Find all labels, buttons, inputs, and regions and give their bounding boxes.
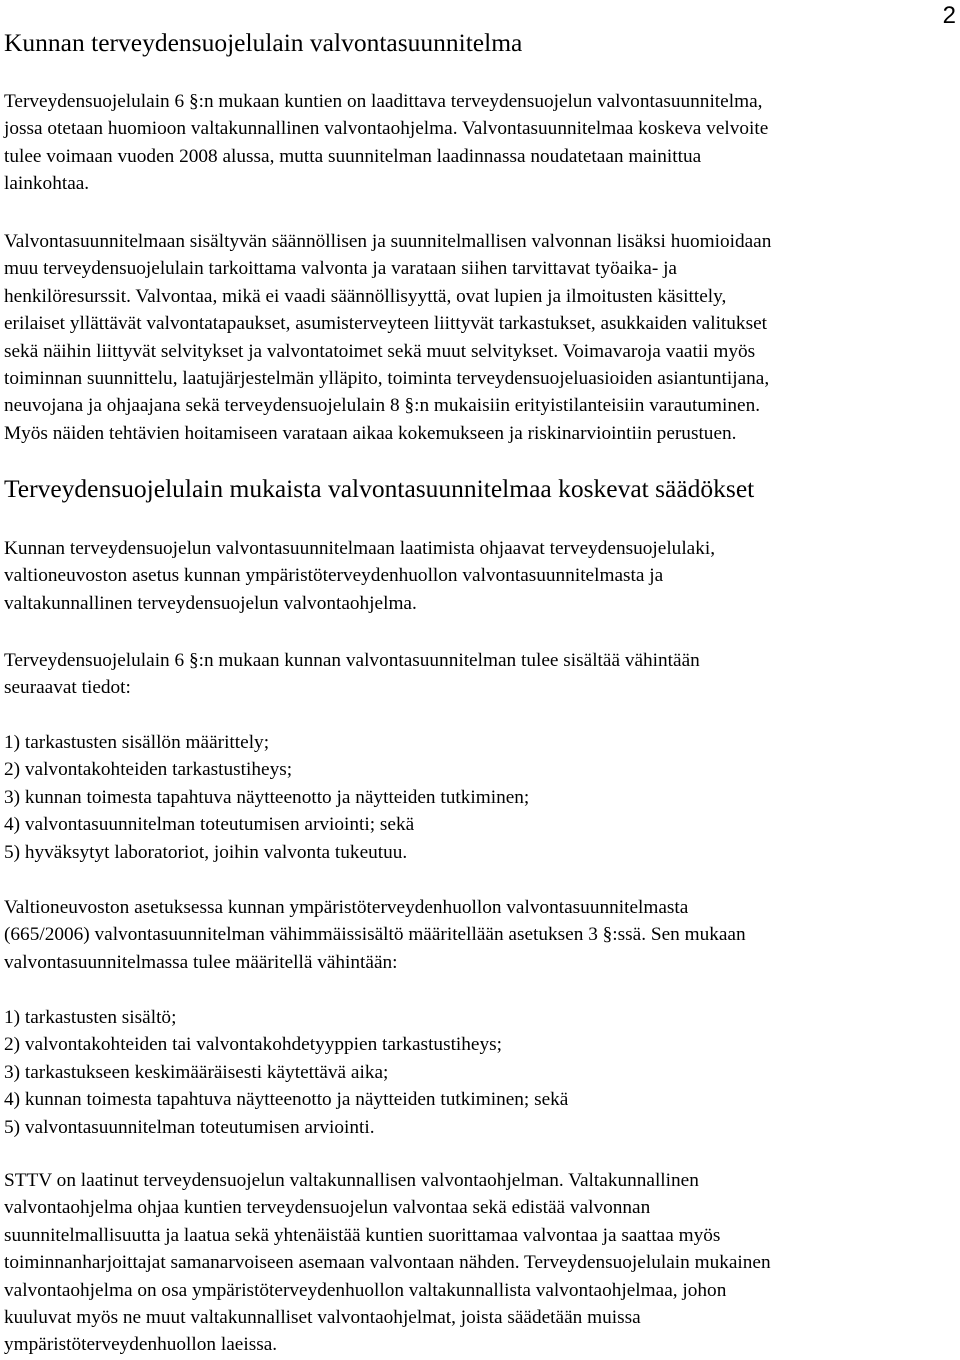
- text-line: erilaiset yllättävät valvontatapaukset, asumisterveyteen liittyvät tarkastukset, asukkaiden valitukset: [4, 313, 767, 335]
- text-line: Kunnan terveydensuojelun valvontasuunnitelmaan laatimista ohjaavat terveydensuojelulaki,: [4, 538, 716, 559]
- list-item: 1) tarkastusten sisältö;: [4, 1007, 177, 1028]
- paragraph-legislation: [4, 535, 954, 617]
- list-decree-requirements: [4, 1004, 954, 1141]
- list-item: 1) tarkastusten sisällön määrittely;: [4, 732, 270, 753]
- list-item: 5) hyväksytyt laboratoriot, joihin valvonta tukeutuu.: [4, 841, 408, 863]
- text-line: muu terveydensuojelulain tarkoittama valvonta ja varataan siihen tarvittavat työaika- ja: [4, 258, 677, 280]
- text-line: kuuluvat myös ne muut valtakunnalliset valvontaohjelmat, joista säädetään muissa: [4, 1307, 641, 1329]
- text-line: lainkohtaa.: [4, 173, 90, 195]
- paragraph-decree: [4, 894, 954, 976]
- text-line: neuvojana ja ohjaajana sekä terveydensuojelulain 8 §:n mukaisiin erityistilanteisiin varautuminen.: [4, 395, 761, 417]
- paragraph-law-requirements: [4, 647, 954, 702]
- text-line: Myös näiden tehtävien hoitamiseen varataan aikaa kokemukseen ja riskinarviointiin perustuen.: [4, 422, 737, 444]
- text-line: valtioneuvoston asetus kunnan ympäristöterveydenhuollon valvontasuunnitelmasta ja: [4, 565, 664, 587]
- text-line: sekä näihin liittyvät selvitykset ja valvontatoimet sekä muut selvitykset. Voimavaroja vaatii myös: [4, 340, 756, 362]
- paragraph-resources: [4, 228, 954, 447]
- page-number: 2: [942, 2, 956, 29]
- section-heading-valvontasuunnitelma: Kunnan terveydensuojelulain valvontasuunnitelma: [4, 28, 523, 57]
- text-line: tulee voimaan vuoden 2008 alussa, mutta suunnitelman laadinnassa noudatetaan mainittua: [4, 145, 702, 167]
- text-line: seuraavat tiedot:: [4, 677, 131, 699]
- paragraph-national-programme: [4, 1167, 954, 1359]
- text-line: ympäristöterveydenhuollon laeissa.: [4, 1334, 278, 1356]
- paragraph-intro: [4, 88, 954, 198]
- text-line: Valtioneuvoston asetuksessa kunnan ympäristöterveydenhuollon valvontasuunnitelmasta: [4, 897, 689, 918]
- list-item: 4) kunnan toimesta tapahtuva näytteenotto ja näytteiden tutkiminen; sekä: [4, 1089, 569, 1111]
- text-line: Terveydensuojelulain 6 §:n mukaan kuntien on laadittava terveydensuojelun valvontasuunnitelma,: [4, 91, 763, 112]
- list-item: 3) kunnan toimesta tapahtuva näytteenotto ja näytteiden tutkiminen;: [4, 786, 530, 808]
- text-line: valvontaohjelma on osa ympäristöterveydenhuollon valtakunnallista valvontaohjelmaa, johon: [4, 1279, 727, 1301]
- text-line: toiminnanharjoittajat samanarvoiseen asemaan valvontaan nähden. Terveydensuojelulain mukainen: [4, 1252, 771, 1274]
- text-line: Terveydensuojelulain 6 §:n mukaan kunnan valvontasuunnitelman tulee sisältää vähintään: [4, 650, 700, 671]
- text-line: suunnitelmallisuutta ja laatua sekä yhtenäistää kuntien suorittamaa valvontaa ja saattaa myös: [4, 1224, 721, 1246]
- list-item: 3) tarkastukseen keskimääräisesti käytettävä aika;: [4, 1061, 389, 1083]
- list-item: 4) valvontasuunnitelman toteutumisen arviointi; sekä: [4, 814, 415, 836]
- text-line: valvontaohjelma ohjaa kuntien terveydensuojelun valvontaa sekä edistää valvonnan: [4, 1197, 651, 1219]
- text-line: jossa otetaan huomioon valtakunnallinen valvontaohjelma. Valvontasuunnitelmaa koskeva velvoite: [4, 118, 769, 140]
- list-item: 5) valvontasuunnitelman toteutumisen arviointi.: [4, 1116, 375, 1138]
- section-heading-saadokset: Terveydensuojelulain mukaista valvontasuunnitelmaa koskevat säädökset: [4, 474, 755, 503]
- text-line: toiminnan suunnittelu, laatujärjestelmän ylläpito, toiminta terveydensuojeluasioiden asiantuntijana,: [4, 368, 770, 390]
- text-line: Valvontasuunnitelmaan sisältyvän säännöllisen ja suunnitelmallisen valvonnan lisäksi huomioidaan: [4, 231, 772, 252]
- list-item: 2) valvontakohteiden tai valvontakohdetyyppien tarkastustiheys;: [4, 1034, 502, 1056]
- text-line: valtakunnallinen terveydensuojelun valvontaohjelma.: [4, 592, 417, 614]
- text-line: henkilöresurssit. Valvontaa, mikä ei vaadi säännöllisyyttä, ovat lupien ja ilmoitusten käsittely,: [4, 285, 727, 307]
- text-line: valvontasuunnitelmassa tulee määritellä vähintään:: [4, 951, 398, 973]
- list-item: 2) valvontakohteiden tarkastustiheys;: [4, 759, 293, 781]
- text-line: STTV on laatinut terveydensuojelun valtakunnallisen valvontaohjelman. Valtakunnallinen: [4, 1170, 699, 1191]
- list-law-requirements: [4, 729, 954, 866]
- text-line: (665/2006) valvontasuunnitelman vähimmäissisältö määritellään asetuksen 3 §:ssä. Sen mukaan: [4, 924, 746, 946]
